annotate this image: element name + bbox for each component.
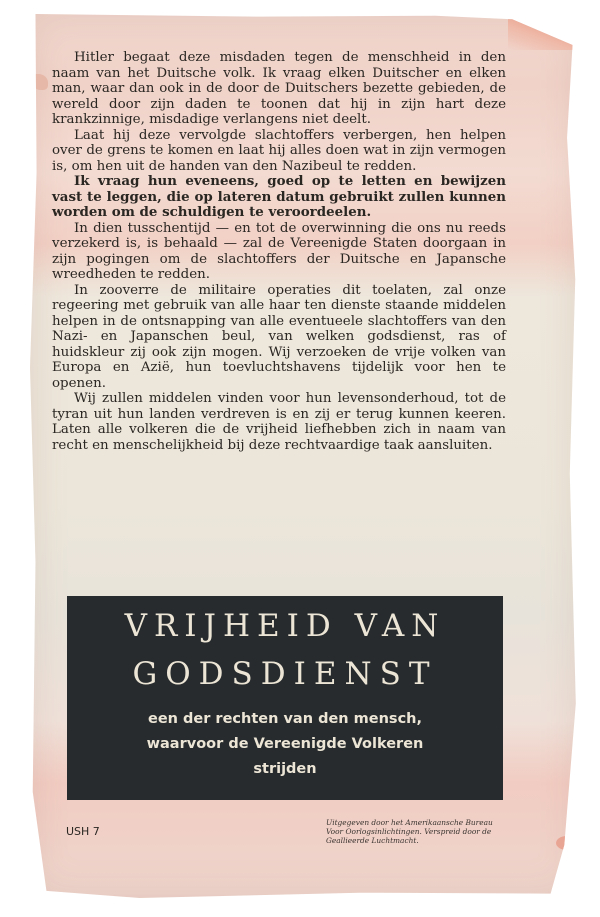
paper-tear: [556, 836, 578, 850]
paragraph: Laat hij deze vervolgde slachtoffers verbergen, hen helpen over de grens te komen en laat hij alles doen wat in zijn vermogen is, om hen uit de handen van den Nazibeul te redden.: [52, 127, 506, 174]
paragraph: Hitler begaat deze misdaden tegen de menschheid in den naam van het Duitsche volk. Ik vraag elken Duitscher en elken man, waar dan ook in de door de Duitschers bezette gebieden, de wereld door zijn daden te toonen dat hij in zijn hart deze krankzinnige, misdadige verlangens niet deelt.: [52, 50, 506, 127]
banner-subtitle: strijden: [253, 761, 317, 777]
banner-subtitle: een der rechten van den mensch,: [147, 711, 422, 727]
worn-corner: [508, 14, 578, 50]
paragraph: Wij zullen middelen vinden voor hun levensonderhoud, tot de tyran uit hun landen verdreven is en zij er terug kunnen keeren. Laten alle volkeren die de vrijheid liefhebben zich in naam van recht en menschelijkheid bij deze rechtvaardige taak aansluiten.: [52, 391, 506, 453]
freedom-of-religion-banner: [67, 596, 503, 800]
paragraph-bold: Ik vraag hun eveneens, goed op te letten en bewijzen vast te leggen, die op lateren datum gebruikt zullen kunnen worden om de schuldigen te veroordeelen.: [52, 173, 506, 220]
body-text: [52, 50, 506, 453]
publisher-imprint: Uitgegeven door het Amerikaansche Bureau Voor Oorlogsinlichtingen. Verspreid door de Geallieerde Luchtmacht.: [326, 818, 493, 845]
banner-title-line1: VRIJHEID VAN: [124, 608, 446, 644]
leaflet-code: USH 7: [66, 825, 100, 838]
paper-tear: [30, 74, 48, 90]
paragraph: In dien tusschentijd — en tot de overwinning die ons nu reeds verzekerd is, is behaald — zal de Vereenigde Staten doorgaan in zijn pogingen om de slachtoffers der Duitsche en Japansche wreedheden te redden.: [52, 220, 506, 282]
banner-title-line2: GODSDIENST: [132, 656, 438, 692]
paragraph: In zooverre de militaire operaties dit toelaten, zal onze regeering met gebruik van alle haar ten dienste staande middelen helpen in de ontsnapping van alle eventueele slachtoffers van den Nazi- en Japanschen beul, van welken godsdienst, ras of huidskleur zij ook zijn mogen. Wij verzoeken de vrije volken van Europa en Azië, hun toevluchtshavens tijdelijk voor hen te openen.: [52, 282, 506, 391]
banner-subtitle: waarvoor de Vereenigde Volkeren: [146, 736, 424, 752]
